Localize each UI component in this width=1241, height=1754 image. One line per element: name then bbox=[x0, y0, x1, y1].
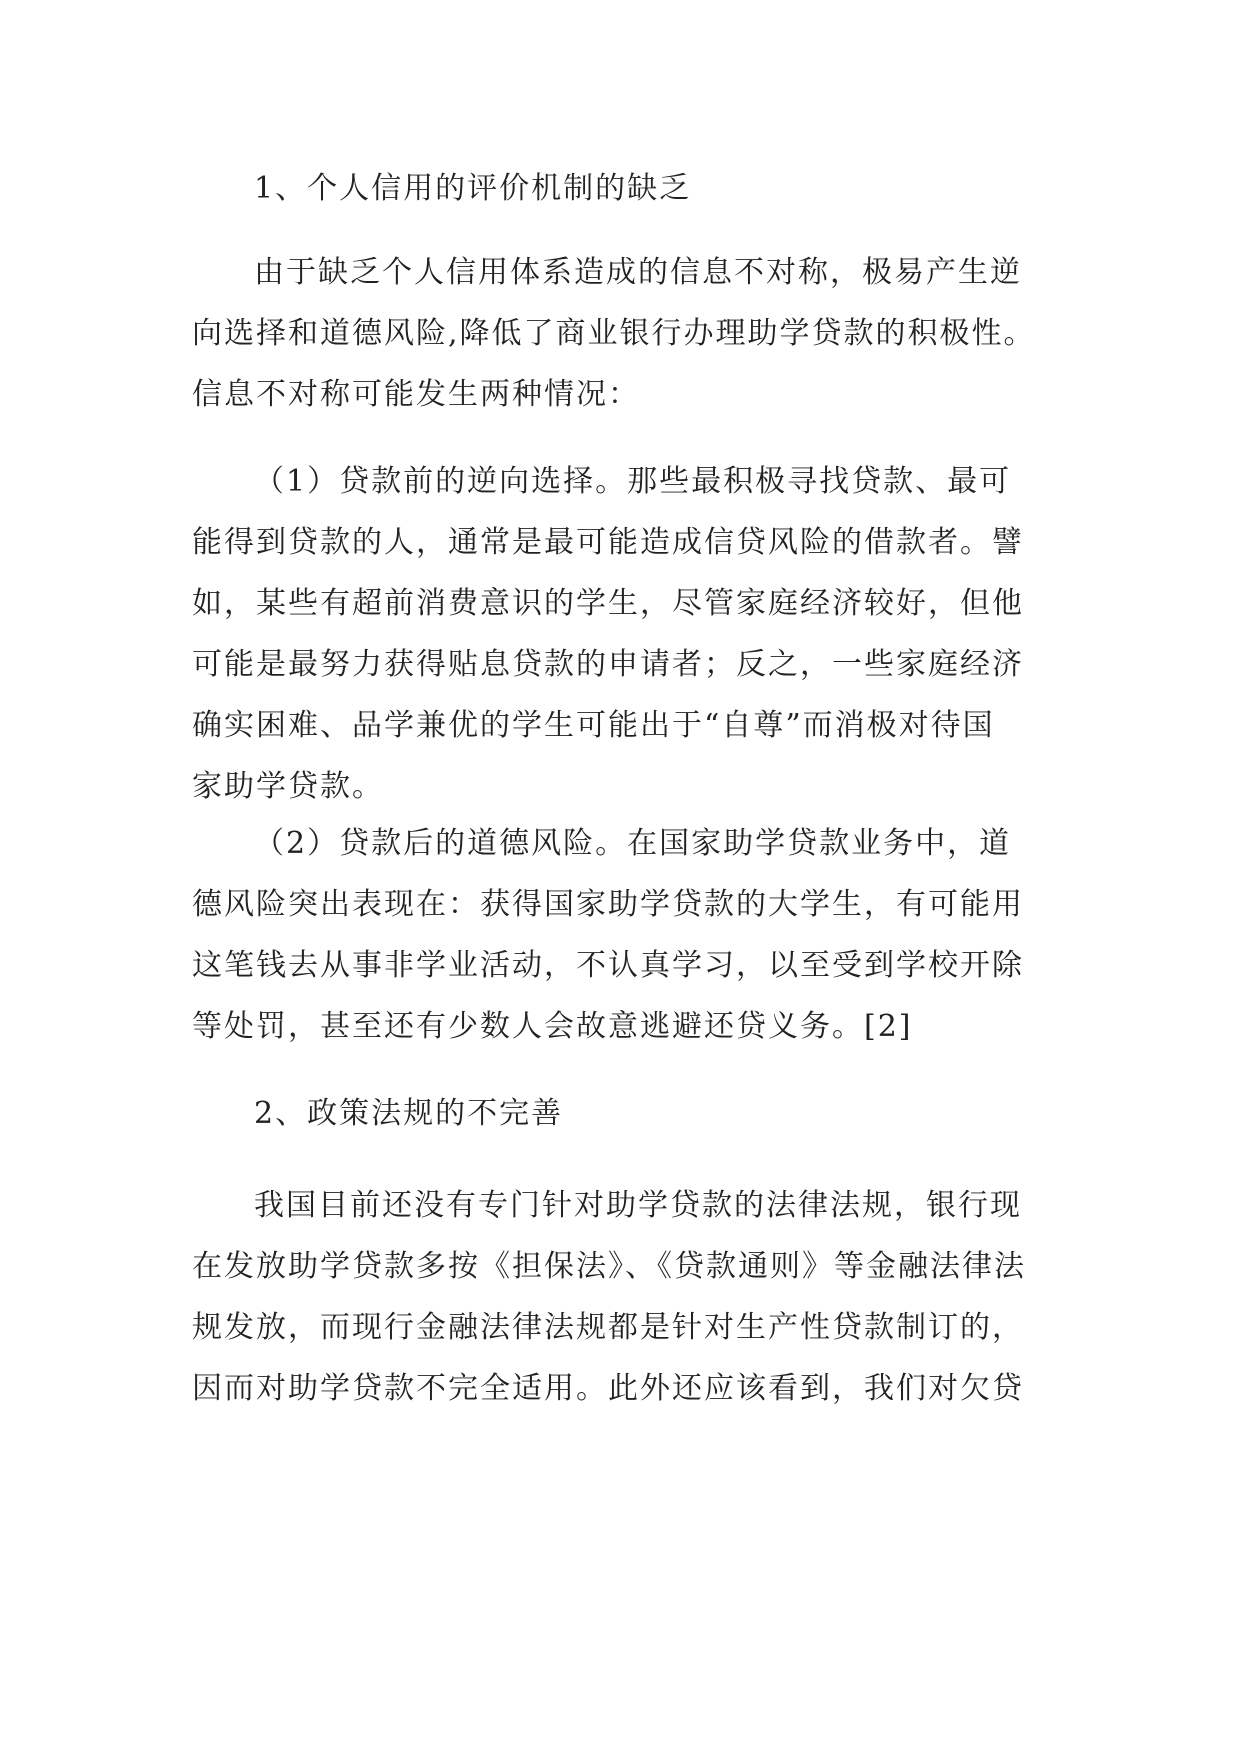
paragraph-line: 因而对助学贷款不完全适用。此外还应该看到，我们对欠贷 bbox=[192, 1371, 1024, 1406]
paragraph-2 bbox=[192, 451, 1052, 817]
paragraph-line: （2）贷款后的道德风险。在国家助学贷款业务中，道 bbox=[254, 826, 1012, 861]
paragraph-line: 等处罚，甚至还有少数人会故意逃避还贷义务。[2] bbox=[192, 1009, 913, 1044]
paragraph-line: 信息不对称可能发生两种情况： bbox=[192, 377, 640, 412]
paragraph-line: 德风险突出表现在：获得国家助学贷款的大学生，有可能用 bbox=[192, 887, 1024, 922]
paragraph-1 bbox=[192, 242, 1052, 425]
paragraph-line: 我国目前还没有专门针对助学贷款的法律法规，银行现 bbox=[254, 1188, 1022, 1223]
paragraph-line: 规发放，而现行金融法律法规都是针对生产性贷款制订的， bbox=[192, 1310, 1024, 1345]
paragraph-line: 这笔钱去从事非学业活动，不认真学习，以至受到学校开除 bbox=[192, 948, 1024, 983]
paragraph-line: （1）贷款前的逆向选择。那些最积极寻找贷款、最可 bbox=[254, 464, 1012, 499]
paragraph-line: 向选择和道德风险,降低了商业银行办理助学贷款的积极性。 bbox=[192, 316, 1036, 351]
paragraph-line: 可能是最努力获得贴息贷款的申请者；反之，一些家庭经济 bbox=[192, 647, 1024, 682]
paragraph-3 bbox=[192, 813, 1052, 1057]
paragraph-line: 家助学贷款。 bbox=[192, 769, 384, 804]
paragraph-line: 如，某些有超前消费意识的学生，尽管家庭经济较好，但他 bbox=[192, 586, 1024, 621]
paragraph-line: 由于缺乏个人信用体系造成的信息不对称，极易产生逆 bbox=[254, 255, 1022, 290]
section-heading-1: 1、个人信用的评价机制的缺乏 bbox=[254, 171, 692, 206]
paragraph-line: 能得到贷款的人，通常是最可能造成信贷风险的借款者。譬 bbox=[192, 525, 1024, 560]
paragraph-4 bbox=[192, 1175, 1052, 1419]
section-heading-2: 2、政策法规的不完善 bbox=[254, 1096, 564, 1131]
paragraph-line: 在发放助学贷款多按《担保法》、《贷款通则》等金融法律法 bbox=[192, 1249, 1026, 1284]
paragraph-line: 确实困难、品学兼优的学生可能出于“自尊”而消极对待国 bbox=[192, 708, 995, 743]
